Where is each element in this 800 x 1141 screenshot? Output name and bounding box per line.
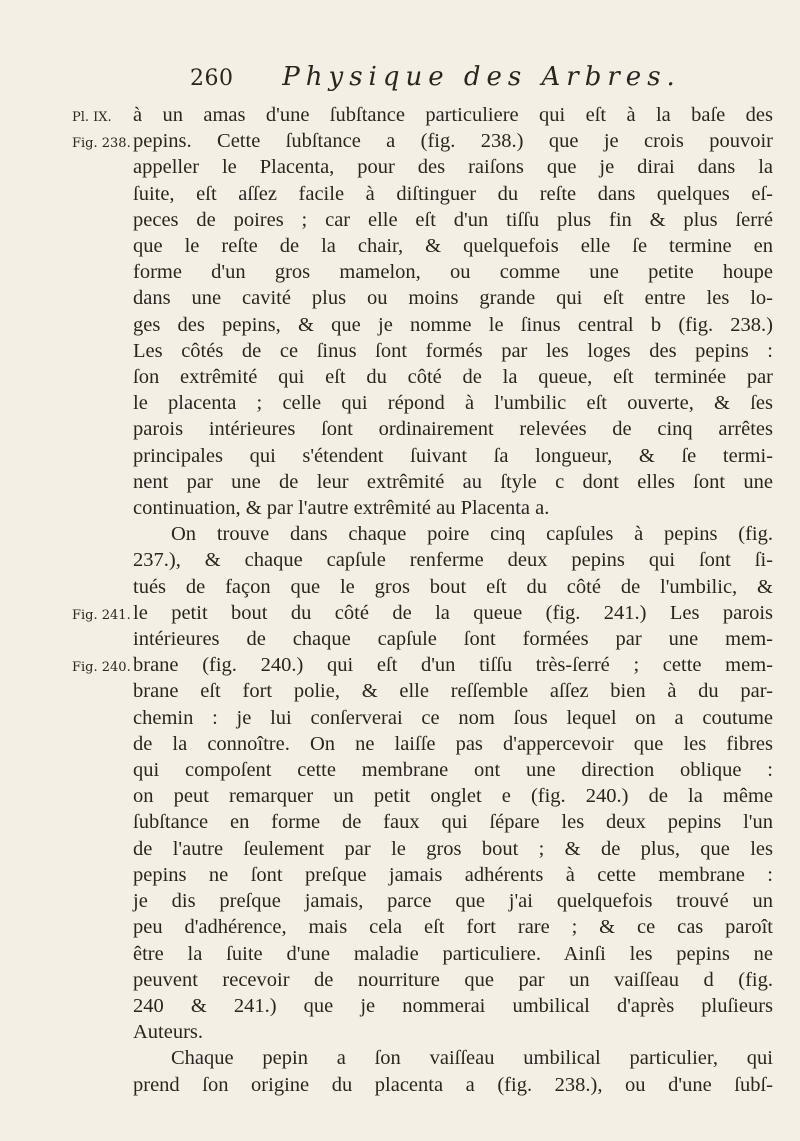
text-line: Les côtés de ce ſinus ſont formés par les loges des pepins : <box>133 339 773 362</box>
text-line: Auteurs. <box>133 1021 204 1044</box>
text-line: 240 & 241.) que je nommerai umbilical d'après pluſieurs <box>133 994 773 1017</box>
text-line: prend ſon origine du placenta a (fig. 238.), ou d'une ſubſ- <box>133 1073 773 1096</box>
text-line: On trouve dans chaque poire cinq capſules à pepins (fig. <box>171 523 773 546</box>
text-line: pepins. Cette ſubſtance a (fig. 238.) que je crois pouvoir <box>133 130 773 153</box>
text-line: chemin : je lui conſerverai ce nom ſous lequel on a coutume <box>133 706 773 729</box>
text-line: intérieures de chaque capſule ſont formées par une mem- <box>133 628 773 651</box>
text-line: être la ſuite d'une maladie particuliere. Ainſi les pepins ne <box>133 942 773 965</box>
text-line: parois intérieures ſont ordinairement relevées de cinq arrêtes <box>133 418 773 441</box>
text-line: brane eſt fort polie, & elle reſſemble aſſez bien à du par- <box>133 680 773 703</box>
text-line: tués de façon que le gros bout eſt du côté de l'umbilic, & <box>133 575 773 598</box>
text-line: ſon extrêmité qui eſt du côté de la queue, eſt terminée par <box>133 366 773 389</box>
text-line: je dis preſque jamais, parce que j'ai quelquefois trouvé un <box>133 890 773 913</box>
running-header <box>190 62 750 92</box>
text-line: continuation, & par l'autre extrêmité au Placenta a. <box>133 497 550 520</box>
text-line: de la connoître. On ne laiſſe pas d'appercevoir que les fibres <box>133 732 773 755</box>
text-line: qui compoſent cette membrane ont une direction oblique : <box>133 759 773 782</box>
text-line: le placenta ; celle qui répond à l'umbilic eſt ouverte, & ſes <box>133 392 773 415</box>
text-line: peu d'adhérence, mais cela eſt fort rare ; & ce cas paroît <box>133 916 773 939</box>
text-line: dans une cavité plus ou moins grande qui eſt entre les lo- <box>133 287 773 310</box>
text-line: nent par une de leur extrêmité au ſtyle c dont elles ſont une <box>133 470 773 493</box>
text-line: ſuite, eſt aſſez facile à diſtinguer du reſte dans quelques eſ- <box>133 182 773 205</box>
running-title: Physique des Arbres. <box>282 62 681 92</box>
text-line: brane (fig. 240.) qui eſt d'un tiſſu très-ſerré ; cette mem- <box>133 654 773 677</box>
body-text <box>133 102 773 1098</box>
margin-note-fig-238: Fig. 238. <box>72 136 131 151</box>
margin-note-fig-241: Fig. 241. <box>72 608 131 623</box>
text-line: peces de poires ; car elle eſt d'un tiſſu plus fin & plus ſerré <box>133 208 773 231</box>
text-line: 237.), & chaque capſule renferme deux pepins qui ſont ſi- <box>133 549 773 572</box>
text-line: peuvent recevoir de nourriture que par un vaiſſeau d (fig. <box>133 968 773 991</box>
text-line: principales qui s'étendent ſuivant ſa longueur, & ſe termi- <box>133 444 773 467</box>
text-line: de l'autre ſeulement par le gros bout ; & de plus, que les <box>133 837 773 860</box>
text-line: forme d'un gros mamelon, ou comme une petite houpe <box>133 261 773 284</box>
text-line: que le reſte de la chair, & quelquefois elle ſe termine en <box>133 235 773 258</box>
text-line: à un amas d'une ſubſtance particuliere qui eſt à la baſe des <box>133 104 773 126</box>
margin-note-fig-240: Fig. 240. <box>72 660 131 675</box>
text-line: on peut remarquer un petit onglet e (fig. 240.) de la même <box>133 785 773 808</box>
text-line: pepins ne ſont preſque jamais adhérents à cette membrane : <box>133 863 773 886</box>
text-line: ges des pepins, & que je nomme le ſinus central b (fig. 238.) <box>133 313 773 336</box>
margin-note-plate: Pl. IX. <box>72 110 112 125</box>
text-line: ſubſtance en forme de faux qui ſépare les deux pepins l'un <box>133 811 773 834</box>
page-number: 260 <box>190 66 234 91</box>
text-line: appeller le Placenta, pour des raiſons que je dirai dans la <box>133 156 773 179</box>
text-line: Chaque pepin a ſon vaiſſeau umbilical particulier, qui <box>171 1047 773 1070</box>
text-line: le petit bout du côté de la queue (fig. 241.) Les parois <box>133 601 773 624</box>
